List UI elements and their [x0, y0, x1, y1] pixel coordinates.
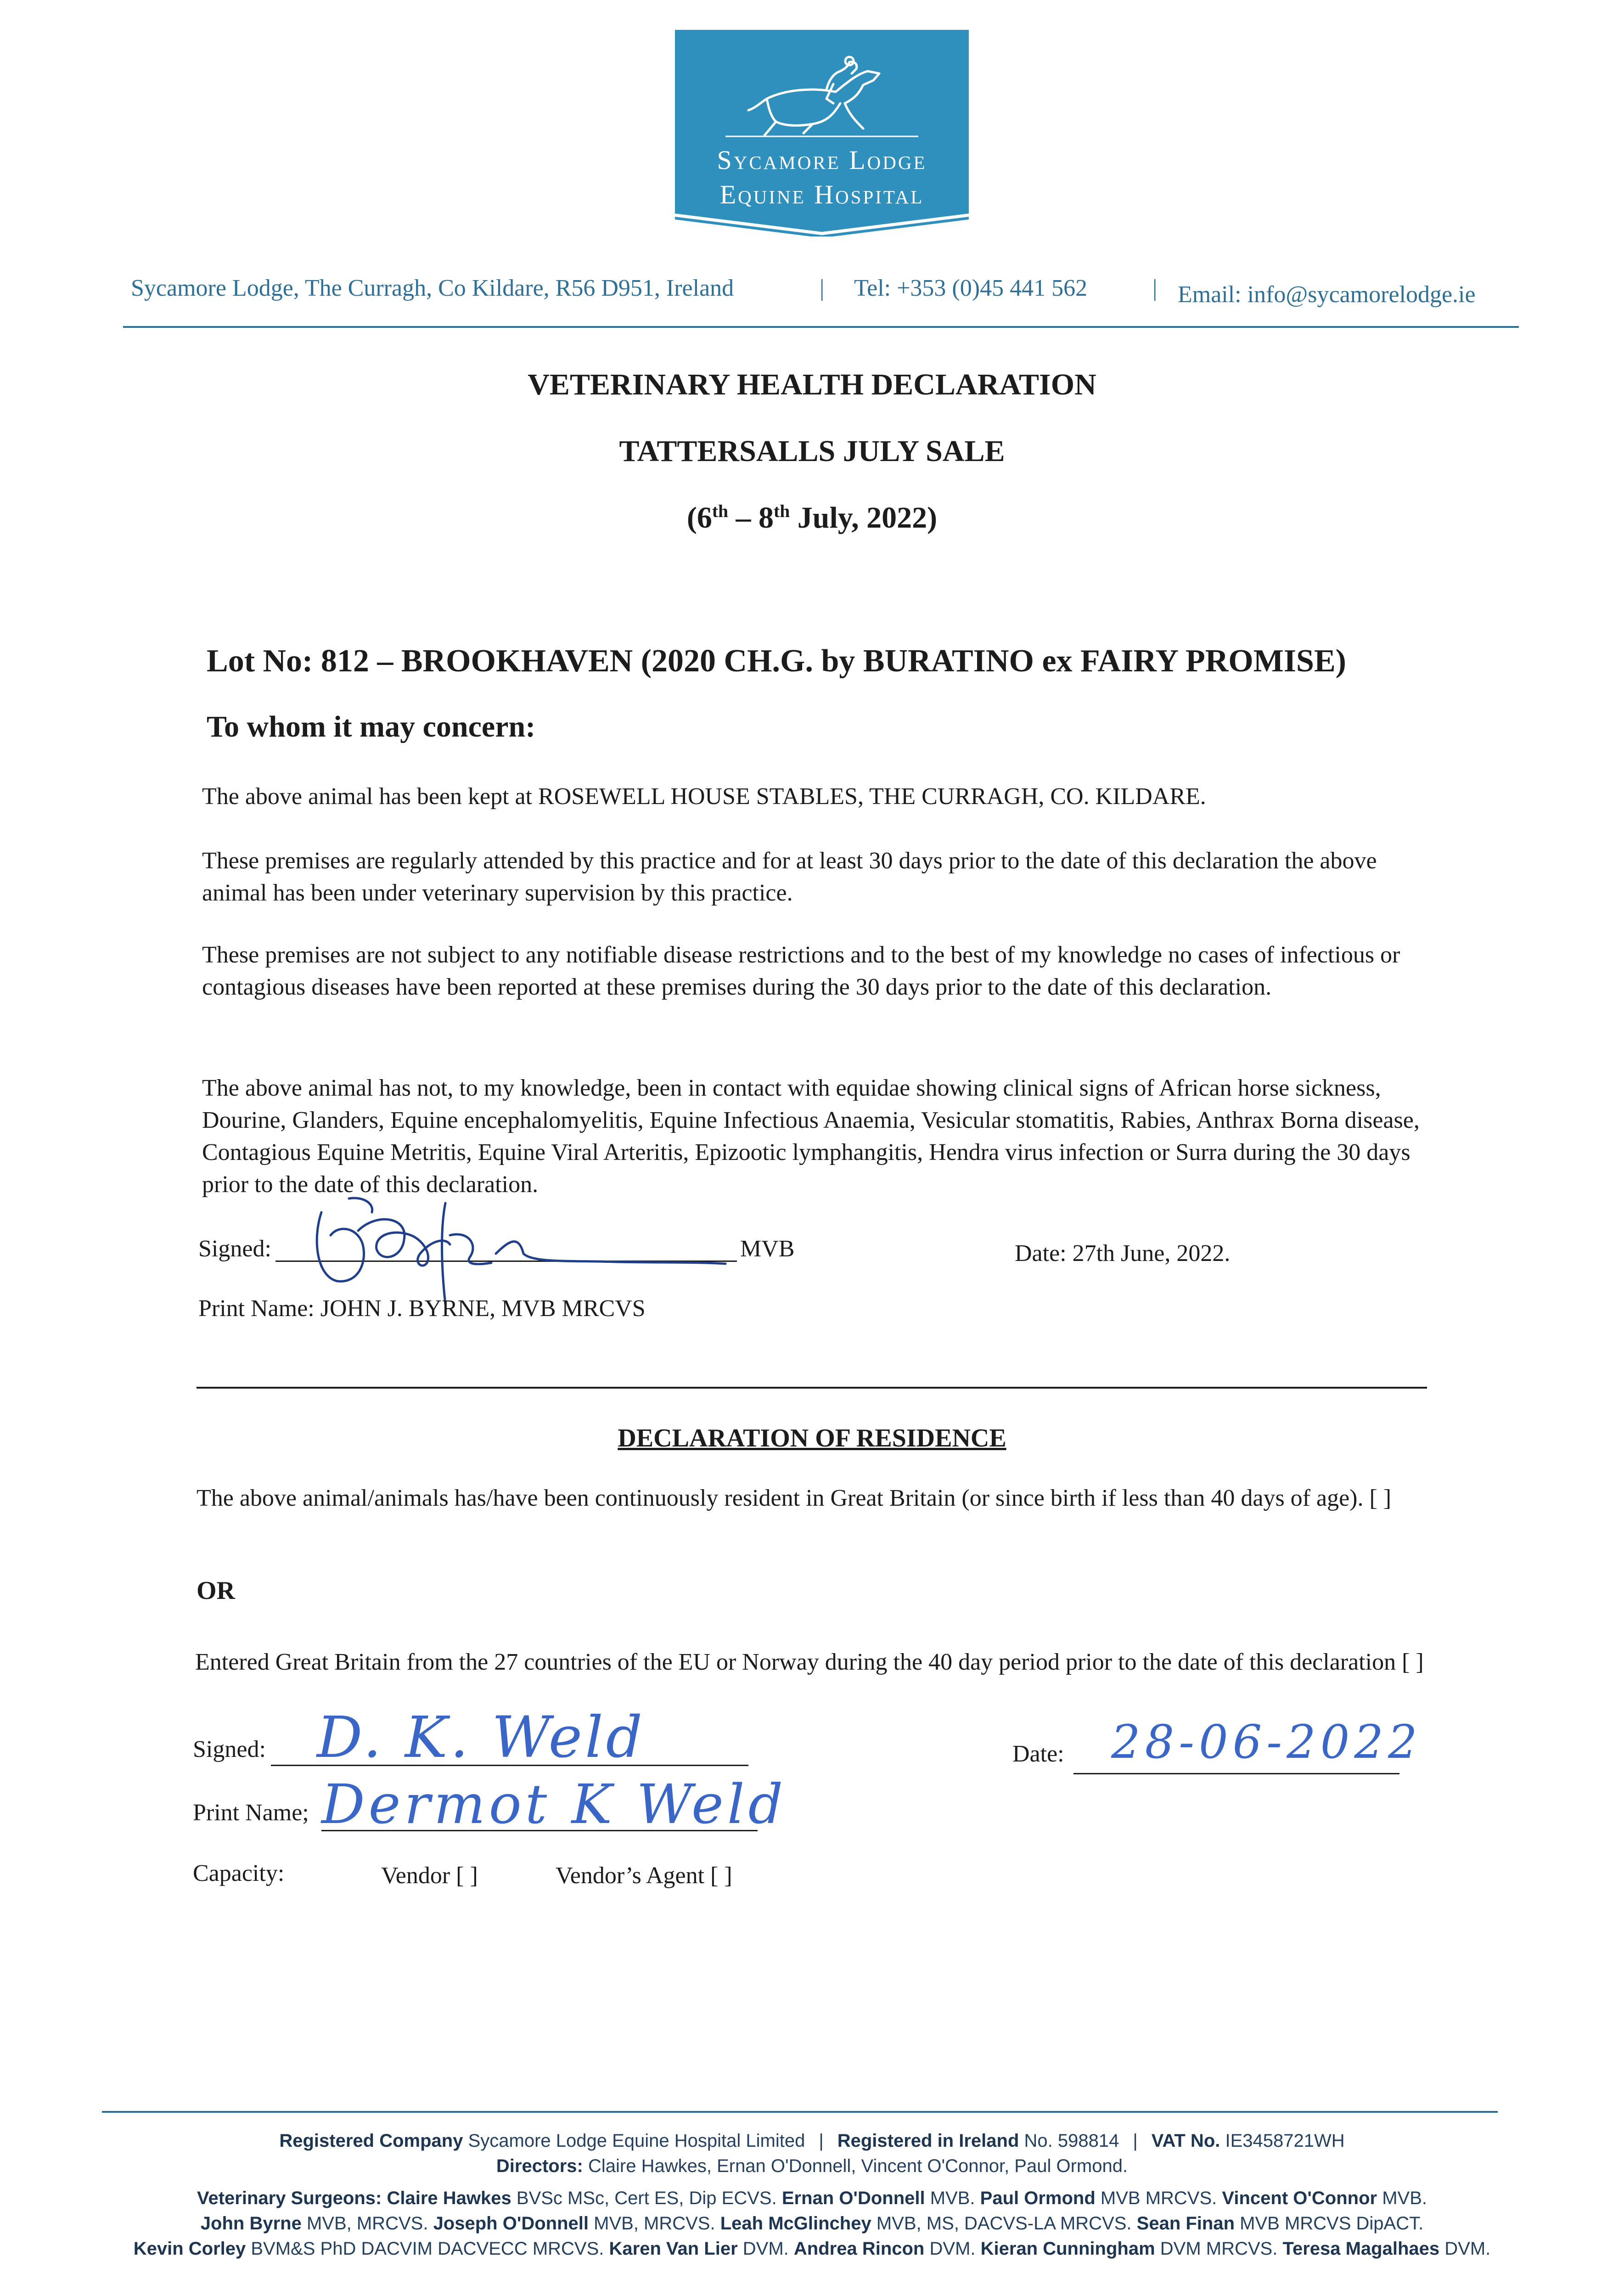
- footer-registration: Registered Company Sycamore Lodge Equine Hospital Limited | Registered in Ireland No. 598814 | VAT No. IE3458721WH: [279, 2131, 1345, 2151]
- vendor-date-line: [1073, 1773, 1399, 1774]
- footer-vets-line-1: Veterinary Surgeons: Claire Hawkes BVSc MSc, Cert ES, Dip ECVS. Ernan O'Donnell MVB. Paul Ormond MVB MRCVS. Vincent O'Connor MVB.: [197, 2188, 1427, 2208]
- capacity-agent-checkbox[interactable]: Vendor’s Agent [ ]: [556, 1863, 732, 1889]
- vendor-print-name-label: Print Name;: [193, 1800, 309, 1826]
- paragraph-supervision: These premises are regularly attended by this practice and for at least 30 days prior to the date of this declaration the above animal has been under veterinary supervision by this practice.: [202, 848, 1377, 906]
- vet-signature-date: Date: 27th June, 2022.: [1015, 1240, 1231, 1266]
- footer-directors: Directors: Claire Hawkes, Ernan O'Donnell, Vincent O'Connor, Paul Ormond.: [496, 2156, 1128, 2176]
- lot-heading: Lot No: 812 – BROOKHAVEN (2020 CH.G. by BURATINO ex FAIRY PROMISE): [207, 643, 1346, 679]
- vet-signature-suffix: MVB: [740, 1236, 795, 1262]
- vendor-date-label: Date:: [1012, 1741, 1064, 1767]
- vendor-handwritten-name: Dermot K Weld: [321, 1773, 787, 1836]
- header-telephone: Tel: +353 (0)45 441 562: [854, 275, 1088, 301]
- vet-signed-label: Signed:: [198, 1236, 271, 1262]
- logo-name-line-2: Equine Hospital: [719, 180, 924, 209]
- capacity-vendor-checkbox[interactable]: Vendor [ ]: [381, 1863, 478, 1889]
- vet-print-name: Print Name: JOHN J. BYRNE, MVB MRCVS: [198, 1295, 646, 1322]
- vendor-signed-label: Signed:: [193, 1736, 266, 1762]
- residence-heading: DECLARATION OF RESIDENCE: [618, 1424, 1006, 1452]
- footer-vets-line-2: John Byrne MVB, MRCVS. Joseph O'Donnell MVB, MRCVS. Leah McGlinchey MVB, MS, DACVS-LA MRCVS. Sean Finan MVB MRCVS DipACT.: [200, 2213, 1424, 2234]
- sale-dates: (6th – 8th July, 2022): [686, 501, 938, 535]
- salutation: To whom it may concern:: [207, 710, 536, 743]
- paragraph-entered-gb: Entered Great Britain from the 27 countries of the EU or Norway during the 40 day period prior to the date of this declaration [ ]: [195, 1649, 1424, 1675]
- or-label: OR: [197, 1576, 235, 1605]
- section-divider: [197, 1387, 1427, 1389]
- logo-name-line-1: Sycamore Lodge: [717, 145, 927, 175]
- header-address: Sycamore Lodge, The Curragh, Co Kildare, R56 D951, Ireland: [131, 275, 734, 301]
- paragraph-premises: The above animal has been kept at ROSEWELL HOUSE STABLES, THE CURRAGH, CO. KILDARE.: [202, 783, 1206, 810]
- vendor-handwritten-signature: D. K. Weld: [317, 1705, 646, 1771]
- header-rule: [123, 326, 1519, 328]
- vet-handwritten-signature: [294, 1185, 744, 1313]
- paragraph-contact-diseases: The above animal has not, to my knowledge, been in contact with equidae showing clinical signs of African horse sickness, Dourine, Glanders, Equine encephalomyelitis, Equine Infectious Anaemia, Vesicular stomatitis, Rabies, Anthrax Borna disease, Contagious Equine Metritis, Equine Viral Arteritis, Epizootic lymphangitis, Hendra virus infection or Surra during the 30 days prior to the date of this declaration.: [202, 1075, 1420, 1198]
- sale-title: TATTERSALLS JULY SALE: [619, 434, 1005, 468]
- hospital-logo: [675, 30, 969, 236]
- document-title: VETERINARY HEALTH DECLARATION: [528, 368, 1096, 401]
- footer-rule: [102, 2111, 1498, 2113]
- header-separator: |: [820, 275, 825, 301]
- paragraph-disease-restrictions: These premises are not subject to any notifiable disease restrictions and to the best of my knowledge no cases of infectious or contagious diseases have been reported at these premises during the 30 days prior to the date of this declaration.: [202, 942, 1400, 1000]
- header-email: Email: info@sycamorelodge.ie: [1178, 281, 1476, 308]
- capacity-label: Capacity:: [193, 1860, 285, 1886]
- vendor-handwritten-date: 28-06-2022: [1111, 1715, 1422, 1769]
- header-separator: |: [1152, 275, 1158, 301]
- paragraph-resident-gb: The above animal/animals has/have been continuously resident in Great Britain (or since birth if less than 40 days of age). [ ]: [197, 1485, 1392, 1511]
- footer-vets-line-3: Kevin Corley BVM&S PhD DACVIM DACVECC MRCVS. Karen Van Lier DVM. Andrea Rincon DVM. Kieran Cunningham DVM MRCVS. Teresa Magalhaes DVM.: [133, 2239, 1491, 2259]
